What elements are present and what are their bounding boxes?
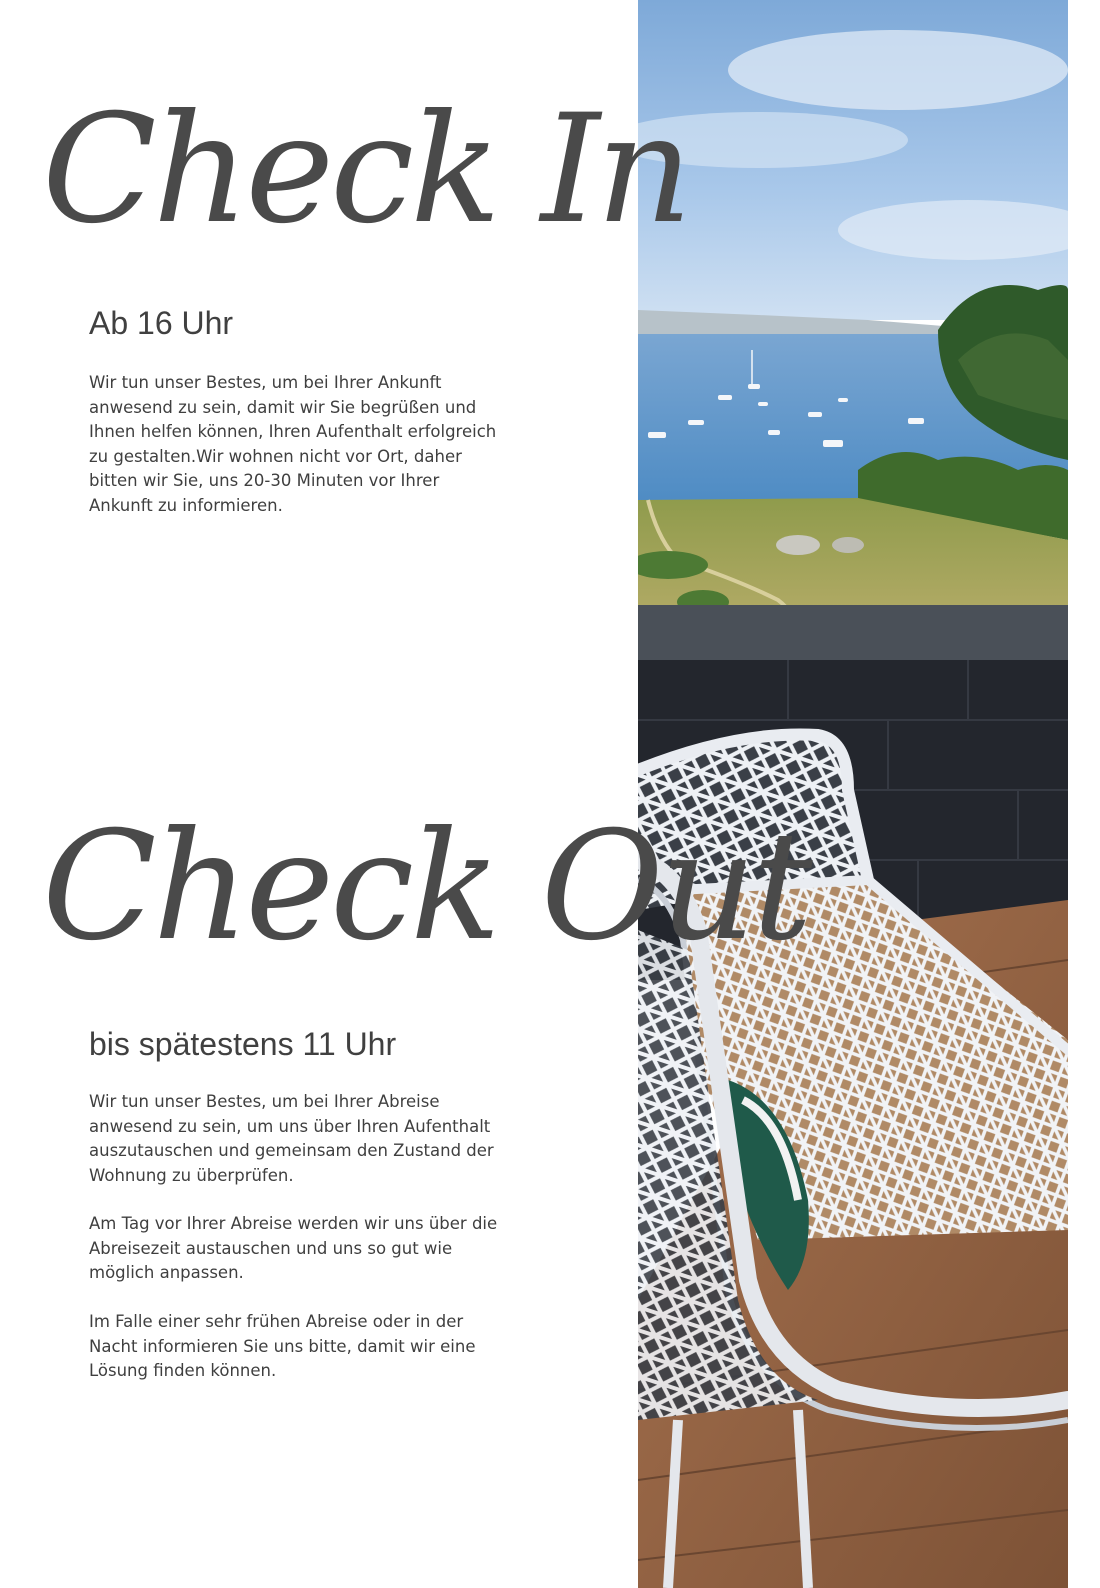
checkout-paragraph-3: Im Falle einer sehr frühen Abreise oder in der Nacht informieren Sie uns bitte, damit wir eine Lösung finden können. [89,1312,476,1380]
checkin-title: Check In [42,83,689,257]
checkin-time: Ab 16 Uhr [89,305,234,341]
balcony-sea-photo [638,0,1068,1588]
checkin-text: Wir tun unser Bestes, um bei Ihrer Ankunft anwesend zu sein, damit wir Sie begrüßen und Ihnen helfen können, Ihren Aufenthalt erfolgreich zu gestalten.Wir wohnen nicht vor Ort, daher bitten wir Sie, uns 20-30 Minuten vor Ihrer Ankunft zu informieren. [89,373,497,515]
checkout-time: bis spätestens 11 Uhr [89,1026,397,1062]
checkout-paragraph-1: Wir tun unser Bestes, um bei Ihrer Abreise anwesend zu sein, um uns über Ihren Aufenthalt auszutauschen und gemeinsam den Zustand der Wohnung zu überprüfen. [89,1092,494,1185]
checkout-title: Check Out [42,800,809,974]
checkout-paragraph-2: Am Tag vor Ihrer Abreise werden wir uns über die Abreisezeit austauschen und uns so gut wie möglich anpassen. [89,1214,498,1282]
